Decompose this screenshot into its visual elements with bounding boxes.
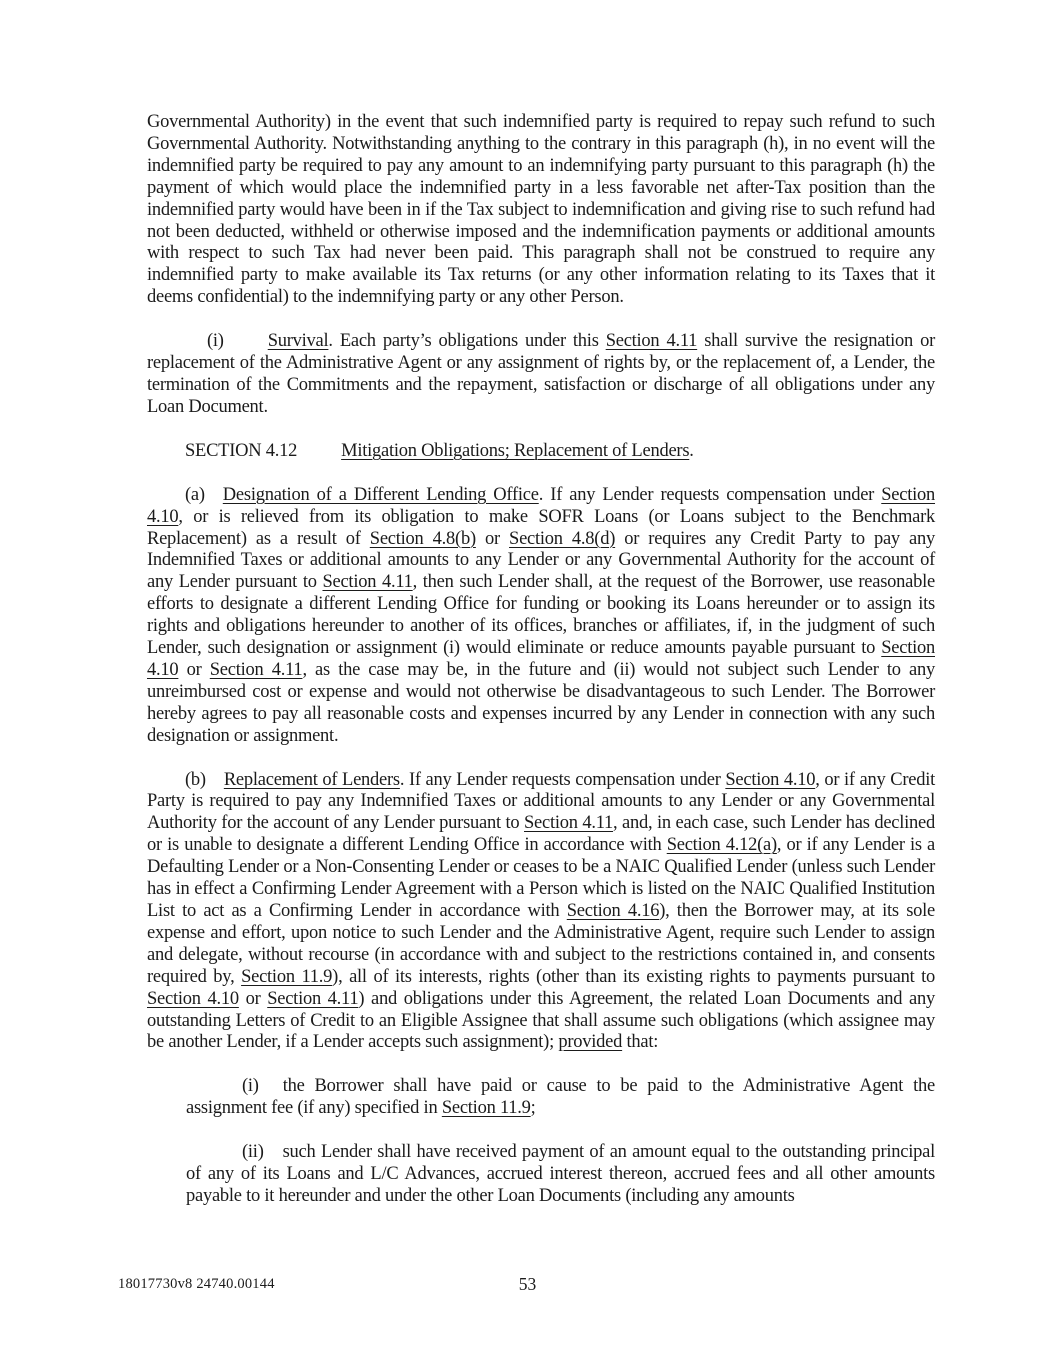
text-run: . xyxy=(689,440,694,461)
text-run: , as the case may be, in the future and (ii) would not subject such Lender to any unreimbursed cost or expense and would not otherwise be disadvantageous to such Lender. The Borrower hereby agrees to pay all reasonable costs and expenses incurred by any Lender in connection with any such designation or assignment. xyxy=(147,659,935,746)
text-run: . Each party’s obligations under this xyxy=(328,331,606,352)
underlined-text-run: Section 4.10 xyxy=(725,769,816,790)
underlined-text-run: Mitigation Obligations; Replacement of Lenders xyxy=(341,440,690,461)
text-run: Governmental Authority) in the event that such indemnified party is required to repay such refund to such Governmental Authority. Notwithstanding anything to the contrary in this paragraph (h), in no event will the indemnified party be required to pay any amount to an indemnifying party pursuant to this paragraph (h) the payment of which would place the indemnified party in a less favorable net after-Tax position than the indemnified party would have been in if the Tax subject to indemnification and giving rise to such refund had not been deducted, withheld or otherwise imposed and the indemnification payments or additional amounts with respect to such Tax had never been paid. This paragraph shall not be construed to require any indemnified party to make available its Tax returns (or any other information relating to its Taxes that it deems confidential) to the indemnifying party or any other Person. xyxy=(147,112,935,308)
text-run: (b) xyxy=(185,769,206,790)
underlined-text-run: Survival xyxy=(267,331,329,352)
text-run: ) and obligations under this Agreement, the related Loan Documents and any outstanding Letters of Credit to an Eligible Assignee that shall assume such obligations (which assignee may be another Lender, if a Lender accepts such assignment); xyxy=(147,988,935,1053)
para-h-continuation xyxy=(147,112,935,309)
para-b-replacement xyxy=(147,770,935,1055)
para-sub-i xyxy=(186,1076,935,1120)
text-run: . If any Lender requests compensation under xyxy=(399,769,726,790)
text-run: ), all of its interests, rights (other than its existing rights to payments pursuant to xyxy=(332,966,935,987)
underlined-text-run: Section 4.10 xyxy=(147,638,935,680)
text-run: or requires any Credit Party to pay any Indemnified Taxes or additional amounts to any Lender or any Governmental Authority for the account of any Lender pursuant to xyxy=(147,528,936,593)
text-run: ), then the Borrower may, at its sole expense and effort, upon notice to such Lender and the Administrative Agent, require such Lender to assign and delegate, without recourse (in accordance with and subject to the restrictions contained in, and consents required by, xyxy=(147,901,935,987)
text-run: or xyxy=(178,659,210,680)
text-run: , or if any Lender is a Defaulting Lender or a Non-Consenting Lender or ceases to be a NAIC Qualified Lender (unless such Lender has in effect a Confirming Lender Agreement with a Person which is listed on the NAIC Qualified Institution List to act as a Confirming Lender in accordance with xyxy=(147,835,935,921)
underlined-text-run: Designation of a Different Lending Office xyxy=(222,484,539,505)
text-run: (a) xyxy=(185,484,205,505)
text-run: ; xyxy=(530,1098,536,1119)
text-run: , then such Lender shall, at the request of the Borrower, use reasonable efforts to designate a different Lending Office for funding or booking its Loans hereunder or to assign its rights and obligations hereunder to another of its offices, branches or affiliates, if, in the judgment of such Lender, such designation or assignment (i) would eliminate or reduce amounts payable pursuant to xyxy=(147,572,935,659)
text-run: (i) xyxy=(207,331,224,352)
text-run: SECTION 4.12 xyxy=(185,440,298,461)
tab-spacer xyxy=(224,345,268,346)
tab-spacer xyxy=(205,499,223,500)
underlined-text-run: Section 4.16 xyxy=(566,901,660,921)
text-run: (i) xyxy=(242,1076,259,1097)
tab-spacer xyxy=(264,1156,283,1157)
text-run: such Lender shall have received payment of an amount equal to the outstanding principal of any of its Loans and L/C Advances, accrued interest thereon, accrued fees and all other amounts payable to it hereunder and under the other Loan Documents (including any amounts xyxy=(186,1142,935,1206)
underlined-text-run: Section 4.10 xyxy=(147,988,239,1009)
text-run: , or is relieved from its obligation to make SOFR Loans (or Loans subject to the Benchmark Replacement) as a result of xyxy=(147,506,935,549)
heading-section-4-12 xyxy=(147,441,935,463)
underlined-text-run: Section 4.8(b) xyxy=(369,528,476,549)
underlined-text-run: Section 4.11 xyxy=(322,572,413,593)
underlined-text-run: Section 11.9 xyxy=(241,966,333,987)
text-run: the Borrower shall have paid or cause to be paid to the Administrative Agent the assignment fee (if any) specified in xyxy=(186,1076,935,1119)
underlined-text-run: Section 4.8(d) xyxy=(509,528,616,549)
text-run: or xyxy=(238,988,268,1009)
text-run: (ii) xyxy=(242,1142,264,1163)
underlined-text-run: provided xyxy=(558,1032,623,1053)
tab-spacer xyxy=(206,784,224,785)
text-run: shall survive the resignation or replacement of the Administrative Agent or any assignment of rights by, or the replacement of, a Lender, the termination of the Commitments and the repayment, satisfaction or discharge of all obligations under any Loan Document. xyxy=(147,331,935,417)
text-run: , and, in each case, such Lender has declined or is unable to designate a different Lending Office in accordance with xyxy=(147,813,935,856)
underlined-text-run: Section 4.11 xyxy=(605,331,698,352)
underlined-text-run: Replacement of Lenders xyxy=(223,769,400,790)
text-run: . If any Lender requests compensation under xyxy=(538,484,882,505)
para-i-survival xyxy=(147,331,935,419)
text-run: or xyxy=(475,528,510,549)
underlined-text-run: Section 4.11 xyxy=(524,813,614,834)
footer-doc-id: 18017730v8 24740.00144 xyxy=(118,1276,275,1292)
underlined-text-run: Section 4.12(a) xyxy=(666,835,777,856)
underlined-text-run: Section 4.10 xyxy=(147,484,936,527)
tab-spacer xyxy=(297,455,341,456)
document-body xyxy=(147,112,935,1208)
tab-spacer xyxy=(259,1090,283,1091)
para-a-designation xyxy=(147,485,935,748)
text-run: , or if any Credit Party is required to pay any Indemnified Taxes or additional amounts to any Lender or any Governmental Authority for the account of any Lender pursuant to xyxy=(147,769,935,834)
para-sub-ii xyxy=(186,1142,935,1208)
underlined-text-run: Section 4.11 xyxy=(267,988,359,1009)
underlined-text-run: Section 4.11 xyxy=(209,659,303,680)
footer-page-number: 53 xyxy=(518,1274,537,1294)
underlined-text-run: Section 11.9 xyxy=(441,1098,531,1119)
text-run: that: xyxy=(622,1032,659,1053)
